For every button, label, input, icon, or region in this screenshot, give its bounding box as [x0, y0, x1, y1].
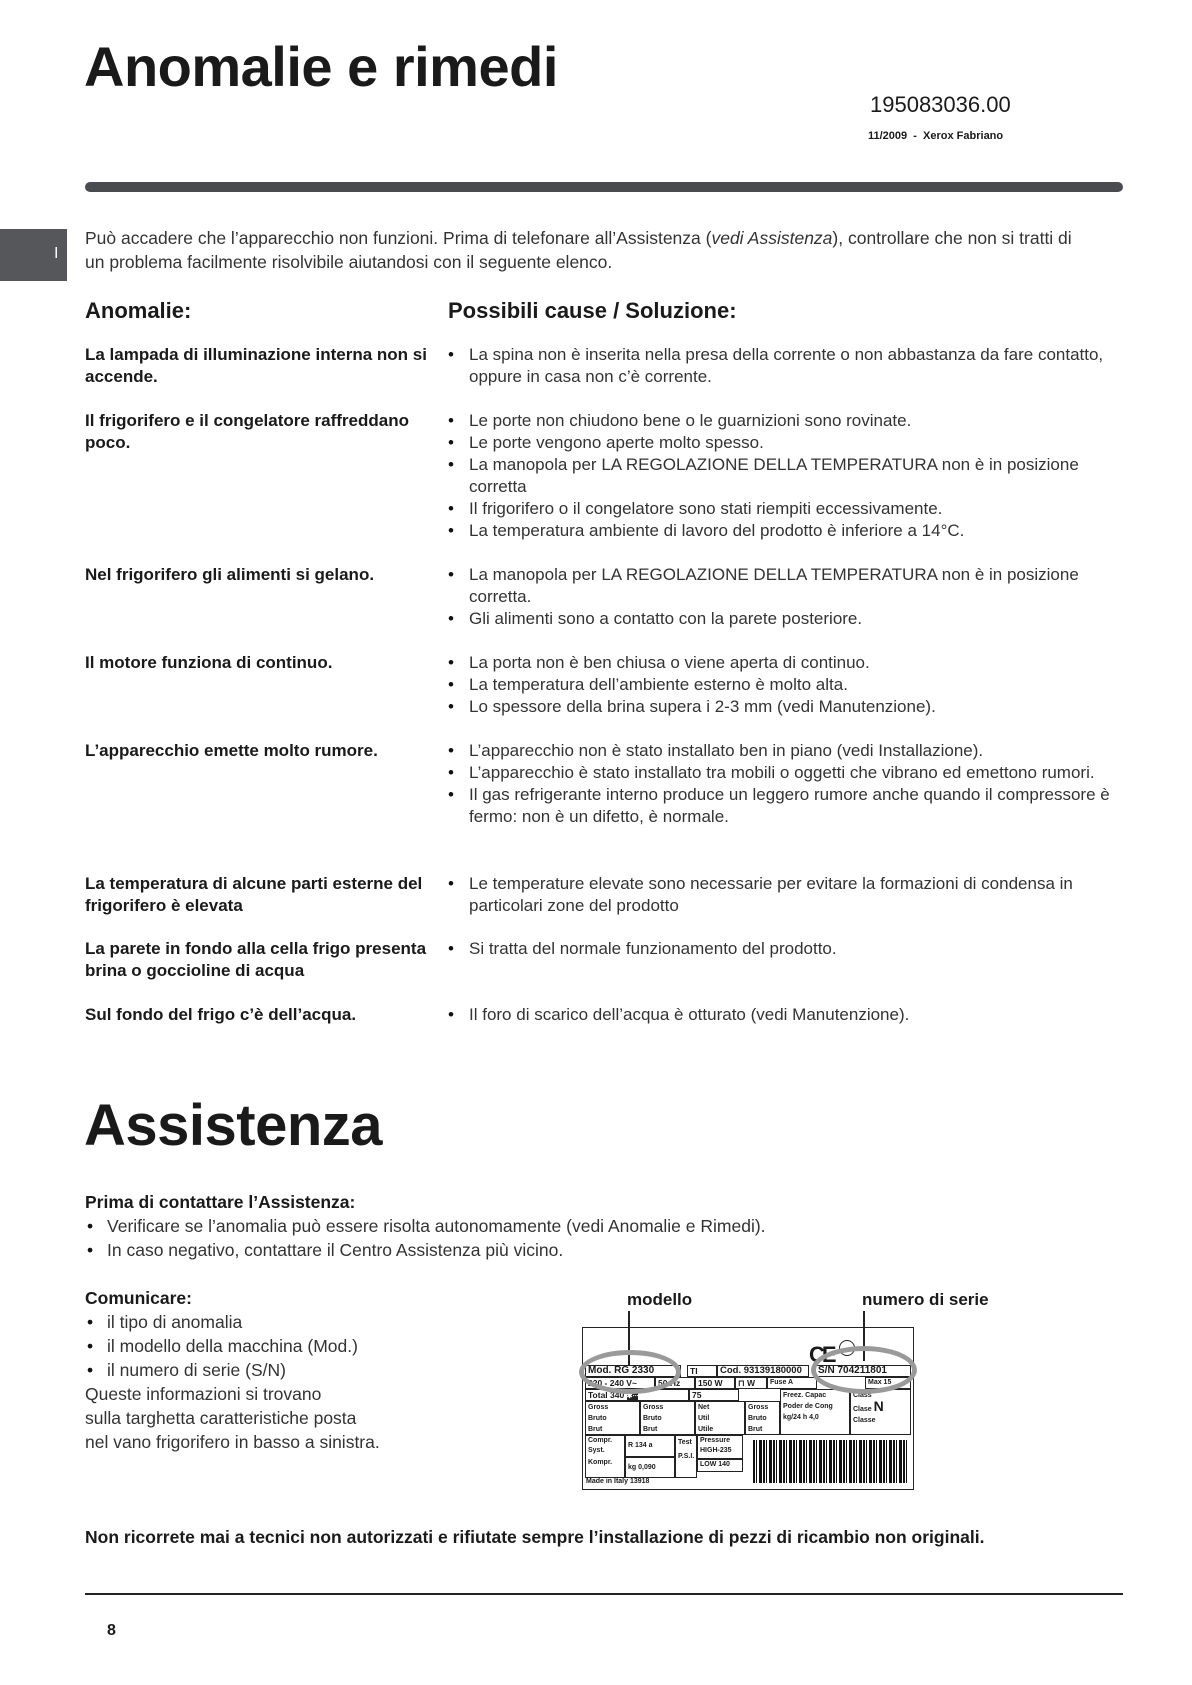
plate-serial: S/N 704211801: [815, 1365, 911, 1377]
anomalies-header: Anomalie:: [85, 298, 192, 323]
barcode: [753, 1440, 909, 1483]
cause-item: • Gli alimenti sono a contatto con la parete posteriore.: [448, 608, 1128, 630]
cause-item: • La temperatura dell’ambiente esterno è molto alta.: [448, 674, 1128, 696]
causes-list: [448, 938, 1128, 960]
rating-plate: [582, 1327, 914, 1490]
info-text: [85, 1382, 380, 1454]
intro-before: Può accadere che l’apparecchio non funzioni. Prima di telefonare all’Assistenza (: [85, 228, 712, 248]
assistance-title: Assistenza: [84, 1093, 383, 1158]
document-date: 11/2009 - Xerox Fabriano: [868, 130, 1004, 142]
causes-list: [448, 344, 1128, 388]
page-number: 8: [107, 1622, 116, 1639]
anomaly-text: Sul fondo del frigo c’è dell’acqua.: [85, 1005, 357, 1024]
plate-max: Max 15: [865, 1377, 911, 1389]
plate-test: [675, 1435, 697, 1478]
psi-label: P.S.I.: [678, 1453, 695, 1460]
anomaly-text: La lampada di illuminazione interna non si accende.: [85, 345, 427, 386]
header-divider: [85, 182, 1123, 192]
plate-made-in: Made in Italy 13918: [586, 1478, 650, 1485]
list-item: • il numero di serie (S/N): [85, 1358, 485, 1382]
cause-item: • Le porte non chiudono bene o le guarnizioni sono rovinate.: [448, 410, 1128, 432]
serial-highlight-ellipse: [811, 1346, 917, 1394]
causes-list: [448, 410, 1128, 542]
cause-item: • La porta non è ben chiusa o viene aperta di continuo.: [448, 652, 1128, 674]
causes-list: [448, 652, 1128, 718]
cause-item: • L’apparecchio è stato installato tra mobili o oggetti che vibrano ed emettono rumori.: [448, 762, 1128, 784]
freez-label: Freez. Capac: [783, 1392, 827, 1399]
total-value: Total 340: [588, 1390, 625, 1400]
plate-model: Mod. RG 2330: [585, 1365, 681, 1377]
info-line: sulla targhetta caratteristiche posta: [85, 1408, 357, 1428]
plate-net: Net Util Utile: [695, 1401, 745, 1435]
intro-text: [85, 226, 1085, 274]
list-item: • il tipo di anomalia: [85, 1310, 485, 1334]
cause-item: • La manopola per LA REGOLAZIONE DELLA TEMPERATURA non è in posizione corretta: [448, 454, 1128, 498]
plate-power: 150 W: [695, 1377, 735, 1389]
list-item: • In caso negativo, contattare il Centro Assistenza più vicino.: [85, 1238, 885, 1262]
list-item: • il modello della macchina (Mod.): [85, 1334, 485, 1358]
poder-label: Poder de Cong: [783, 1403, 833, 1410]
plate-ti: TI: [687, 1365, 717, 1377]
plate-low: LOW 140: [697, 1459, 743, 1472]
cause-item: • Il foro di scarico dell’acqua è otturato (vedi Manutenzione).: [448, 1004, 1128, 1026]
info-line: nel vano frigorifero in basso a sinistra.: [85, 1432, 380, 1452]
causes-list: [448, 740, 1128, 828]
before-contact-list: [85, 1214, 885, 1262]
causes-header: Possibili cause / Soluzione:: [448, 298, 737, 323]
anomaly-text: Il motore funziona di continuo.: [85, 653, 333, 672]
ce-mark: CE: [809, 1342, 834, 1367]
anomaly-text: Il frigorifero e il congelatore raffreddano poco.: [85, 411, 409, 452]
causes-list: [448, 564, 1128, 630]
clase-label: Clase: [853, 1406, 872, 1413]
cause-item: • La spina non è inserita nella presa della corrente o non abbastanza da fare contatto, oppure in casa non c’è corrente.: [448, 344, 1128, 388]
anomaly-text: La parete in fondo alla cella frigo presenta brina o goccioline di acqua: [85, 939, 427, 980]
model-highlight-ellipse: [579, 1350, 681, 1394]
intro-after: ), controllare che non si tratti di un problema facilmente risolvibile aiutandosi con il seguente elenco.: [85, 228, 1072, 272]
compr-label: Compr. Syst.: [588, 1437, 613, 1454]
plate-gross3: Gross Bruto Brut: [745, 1401, 780, 1435]
stars-icon: ✱∙∙∙: [626, 1393, 639, 1400]
serial-label: numero di serie: [862, 1290, 989, 1309]
cause-item: • Il frigorifero o il congelatore sono stati riempiti eccessivamente.: [448, 498, 1128, 520]
cause-item: • L’apparecchio non è stato installato ben in piano (vedi Installazione).: [448, 740, 1128, 762]
plate-total2: 75: [689, 1389, 739, 1401]
anomaly-text: L’apparecchio emette molto rumore.: [85, 741, 378, 760]
plate-class: [850, 1389, 911, 1435]
plate-pressure: Pressure HIGH-235: [697, 1435, 743, 1459]
model-label: modello: [627, 1290, 693, 1309]
document-number: 195083036.00: [870, 92, 1011, 117]
list-item: • Verificare se l’anomalia può essere risolta autonomamente (vedi Anomalie e Rimedi).: [85, 1214, 885, 1238]
plate-code: Cod. 93139180000: [717, 1365, 809, 1377]
intro-link: vedi Assistenza: [711, 228, 833, 248]
causes-list: [448, 873, 1128, 917]
plate-gas-kg: kg 0,090: [625, 1457, 675, 1478]
anomaly-text: Nel frigorifero gli alimenti si gelano.: [85, 565, 375, 584]
warning-text: Non ricorrete mai a tecnici non autorizzati e rifiutate sempre l’installazione di pezzi di ricambio non originali.: [85, 1527, 985, 1547]
plate-fuse: Fuse A: [767, 1377, 817, 1389]
plate-gross2: Gross Bruto Brut: [640, 1401, 695, 1435]
communicate-title: Comunicare:: [85, 1288, 192, 1308]
plate-voltage: 220 - 240 V~: [585, 1377, 655, 1389]
cause-item: • La manopola per LA REGOLAZIONE DELLA TEMPERATURA non è in posizione corretta.: [448, 564, 1128, 608]
before-contact-title: Prima di contattare l’Assistenza:: [85, 1192, 356, 1212]
test-label: Test: [678, 1439, 692, 1446]
plate-gross1: Gross Bruto Brut: [585, 1401, 640, 1435]
class-label: Class: [853, 1392, 872, 1399]
class-value: N: [873, 1398, 884, 1414]
kg24-value: kg/24 h 4,0: [783, 1414, 819, 1421]
classe-label: Classe: [853, 1417, 876, 1424]
cause-item: • Lo spessore della brina supera i 2-3 mm (vedi Manutenzione).: [448, 696, 1128, 718]
info-line: Queste informazioni si trovano: [85, 1384, 322, 1404]
cause-item: • Si tratta del normale funzionamento del prodotto.: [448, 938, 1128, 960]
plate-gas: R 134 a: [625, 1435, 675, 1457]
kompr-label: Kompr.: [588, 1459, 613, 1466]
cause-item: • Il gas refrigerante interno produce un leggero rumore anche quando il compressore è fermo: non è un difetto, è normale.: [448, 784, 1128, 828]
language-tab-label: I: [54, 245, 59, 262]
communicate-list: [85, 1310, 485, 1382]
causes-list: [448, 1004, 1128, 1026]
cause-item: • Le porte vengono aperte molto spesso.: [448, 432, 1128, 454]
plate-frequency: 50 Hz: [655, 1377, 695, 1389]
anomaly-text: La temperatura di alcune parti esterne del frigorifero è elevata: [85, 874, 423, 915]
footer-divider: [85, 1593, 1123, 1595]
plate-power2: ⊓ W: [735, 1377, 767, 1389]
cause-item: • Le temperature elevate sono necessarie per evitare la formazioni di condensa in particolari zone del prodotto: [448, 873, 1128, 917]
page-title: Anomalie e rimedi: [84, 35, 558, 98]
plate-freez: [780, 1389, 850, 1435]
plate-compr: [585, 1435, 625, 1478]
language-tab: [0, 229, 67, 281]
cause-item: • La temperatura ambiente di lavoro del prodotto è inferiore a 14°C.: [448, 520, 1128, 542]
